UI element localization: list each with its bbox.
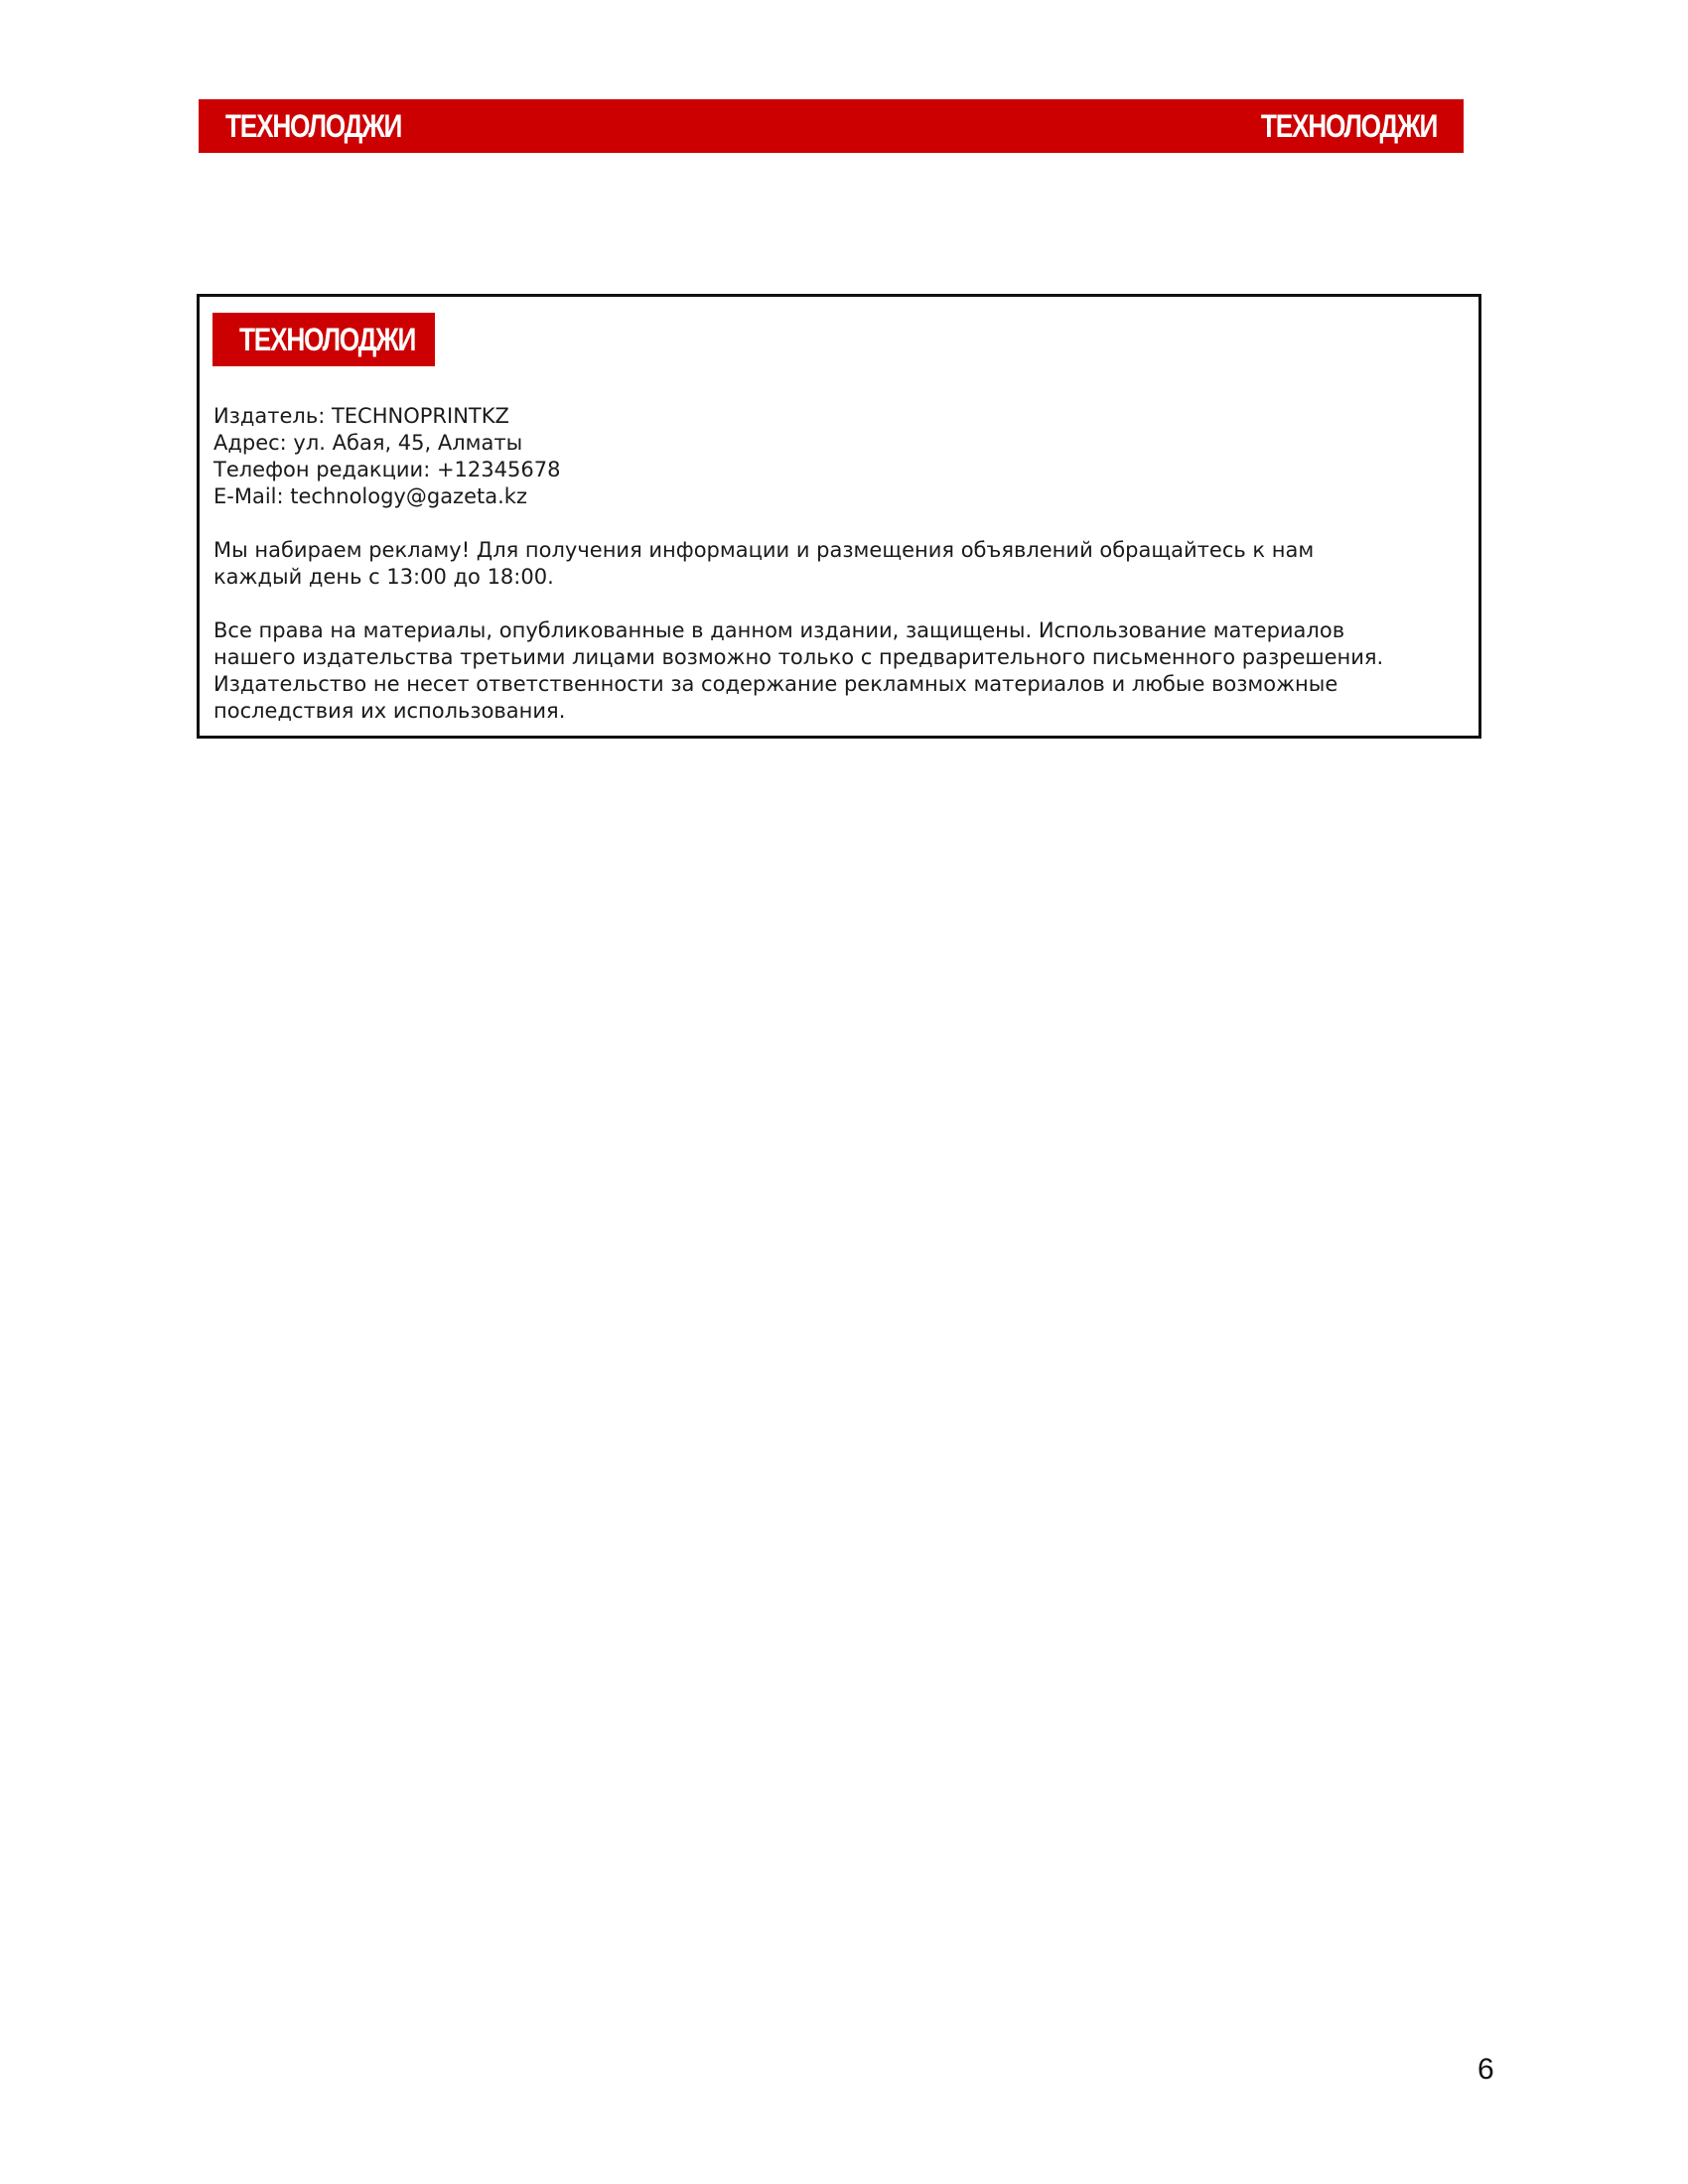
email-line: E-Mail: technology@gazeta.kz: [213, 484, 527, 508]
imprint-text: [213, 403, 1465, 725]
rights-line-4: последствия их использования.: [213, 699, 566, 723]
header-brand-right: ТЕХНОЛОДЖИ: [1260, 108, 1437, 144]
phone-line: Телефон редакции: +12345678: [213, 458, 561, 481]
address-line: Адрес: ул. Абая, 45, Алматы: [213, 431, 523, 455]
page-number: 6: [1477, 2053, 1494, 2086]
header-banner: [199, 99, 1464, 153]
ads-line-2: каждый день с 13:00 до 18:00.: [213, 565, 554, 589]
rights-line-3: Издательство не несет ответственности за содержание рекламных материалов и любые возможные: [213, 672, 1338, 696]
imprint-logo: [212, 313, 435, 366]
rights-line-1: Все права на материалы, опубликованные в данном издании, защищены. Использование материалов: [213, 618, 1345, 642]
publisher-line: Издатель: TECHNOPRINTKZ: [213, 404, 509, 428]
header-brand-left: ТЕХНОЛОДЖИ: [225, 108, 402, 144]
rights-line-2: нашего издательства третьими лицами возможно только с предварительного письменного разрешения.: [213, 645, 1384, 669]
imprint-box: [197, 294, 1481, 739]
ads-line-1: Мы набираем рекламу! Для получения информации и размещения объявлений обращайтесь к нам: [213, 538, 1315, 562]
imprint-logo-text: ТЕХНОЛОДЖИ: [239, 322, 416, 357]
